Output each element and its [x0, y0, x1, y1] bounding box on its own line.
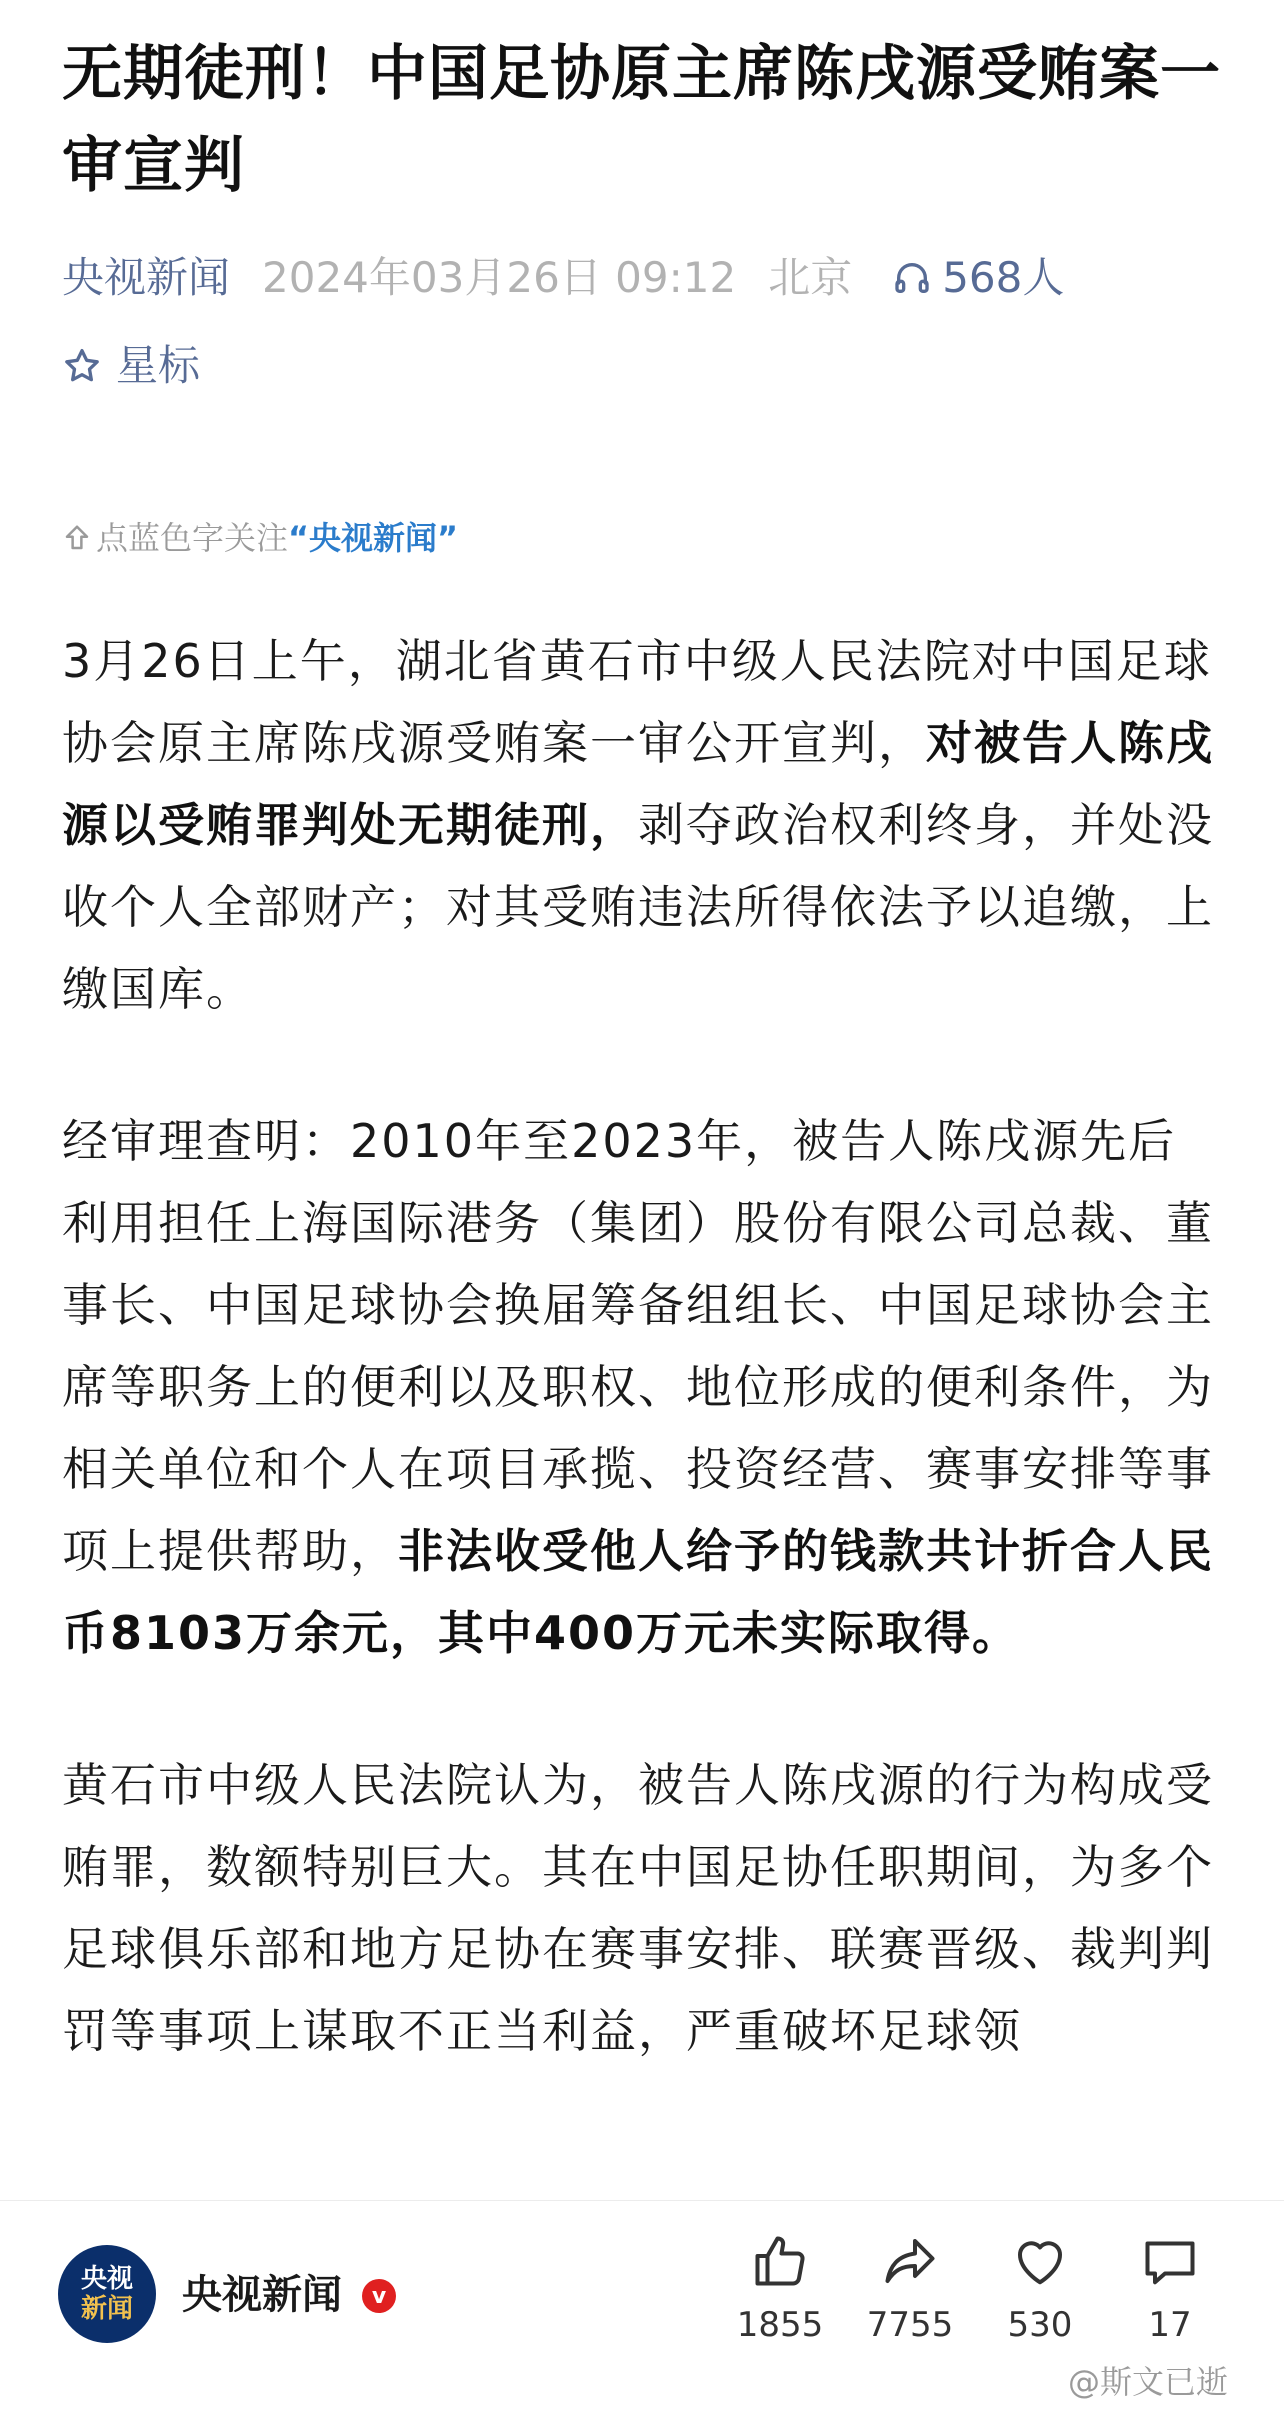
- follow-account-link[interactable]: “央视新闻”: [288, 519, 459, 557]
- paragraph-1: 3月26日上午，湖北省黄石市中级人民法院对中国足球协会原主席陈戌源受贿案一审公开宣判，对被告人陈戌源以受贿罪判处无期徒刑，剥夺政治权利终身，并处没收个人全部财产；对其受贿违法所得依法予以追缴，上缴国库。: [62, 634, 1214, 1016]
- article-meta: [62, 246, 1222, 310]
- article-body: [62, 620, 1222, 2072]
- share-button[interactable]: [850, 2231, 970, 2347]
- watermark: @斯文已逝: [1068, 2363, 1229, 2401]
- source-link[interactable]: 央视新闻: [62, 253, 231, 302]
- paragraph-2: 经审理查明：2010年至2023年，被告人陈戌源先后利用担任上海国际港务（集团）股份有限公司总裁、董事长、中国足球协会换届筹备组组长、中国足球协会主席等职务上的便利以及职权、地位形成的便利条件，为相关单位和个人在项目承揽、投资经营、赛事安排等事项上提供帮助，非法收受他人给予的钱款共计折合人民币8103万余元，其中400万元未实际取得。: [62, 1114, 1214, 1660]
- star-icon: [62, 346, 102, 386]
- listen-button[interactable]: [892, 246, 1064, 310]
- comment-count: 17: [1148, 2305, 1192, 2345]
- star-label: 星标: [116, 341, 201, 390]
- paragraph-3: 黄石市中级人民法院认为，被告人陈戌源的行为构成受贿罪，数额特别巨大。其在中国足协任职期间，为多个足球俱乐部和地方足协在赛事安排、联赛晋级、裁判判罚等事项上谋取不正当利益，严重破坏足球领: [62, 1758, 1214, 2058]
- listen-count: 568人: [942, 253, 1065, 302]
- comment-button[interactable]: [1110, 2231, 1230, 2347]
- publish-location: 北京: [768, 253, 853, 302]
- like-button[interactable]: [720, 2231, 840, 2347]
- comment-icon: [1140, 2231, 1200, 2291]
- star-button[interactable]: [62, 336, 1222, 396]
- heart-icon: [1010, 2231, 1070, 2291]
- avatar[interactable]: 央视 新闻: [58, 2245, 156, 2343]
- headphones-icon: [892, 258, 932, 298]
- article-title: 无期徒刑！中国足协原主席陈戌源受贿案一审宣判: [62, 39, 1221, 201]
- paragraph-1-highlight: 对被告人陈戌源以受贿罪判处无期徒刑，: [62, 716, 1214, 852]
- publish-date: 2024年03月26日 09:12: [262, 253, 737, 302]
- follow-hint: [62, 514, 1222, 562]
- favorite-button[interactable]: [980, 2231, 1100, 2347]
- follow-prefix: 点蓝色字关注: [96, 519, 289, 557]
- account-name[interactable]: 央视新闻: [182, 2272, 342, 2318]
- share-count: 7755: [866, 2305, 954, 2345]
- thumbs-up-icon: [750, 2231, 810, 2291]
- favorite-count: 530: [1007, 2305, 1073, 2345]
- article: [62, 28, 1222, 2142]
- paragraph-2-highlight: 非法收受他人给予的钱款共计折合人民币8103万余元，其中400万元未实际取得。: [62, 1524, 1214, 1660]
- share-icon: [880, 2231, 940, 2291]
- like-count: 1855: [736, 2305, 824, 2345]
- arrow-up-icon: [62, 523, 92, 553]
- verified-badge: v: [362, 2279, 396, 2313]
